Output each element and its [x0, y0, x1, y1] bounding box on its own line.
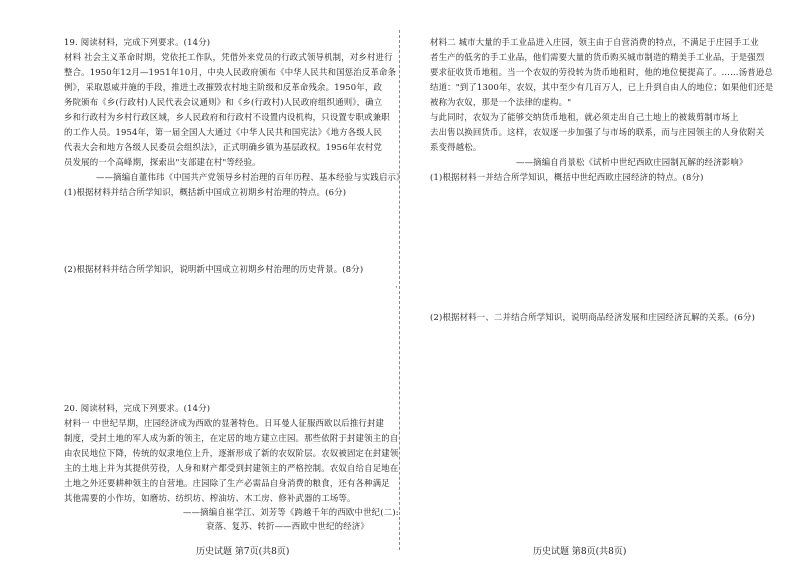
q19-material-line-2: 整合。1950年12月—1951年10月，中央人民政府颁布《中华人民共和国惩治反革命条: [64, 67, 397, 77]
material2-line-1: 材料二 城市大量的手工业品进入庄园，领主由于自营消费的特点，不满足于庄园手工业: [430, 37, 759, 47]
q19-sub1: (1)根据材料并结合所学知识，概括新中国成立初期乡村治理的特点。(6分): [64, 187, 347, 197]
q19-sub2: (2)根据材料并结合所学知识，说明新中国成立初期乡村治理的历史背景。(8分): [64, 264, 364, 274]
q20-sub1: (1)根据材料一并结合所学知识，概括中世纪西欧庄园经济的特点。(8分): [430, 172, 704, 182]
right-page: [400, 0, 800, 566]
right-page-footer: 历史试题 第8页(共8页): [533, 547, 627, 557]
q20-material-line-1: 材料一 中世纪早期，庄园经济成为西欧的显著特色。日耳曼人征服西欧以后推行封建: [64, 418, 385, 428]
q20-material-line-4: 主的土地上并为其提供劳役，人身和财产都受到封建领主的严格控制。农奴自给自足地在: [64, 463, 399, 473]
material2-line-8: 系变得越松。: [430, 142, 482, 152]
material2-line-3: 要求征收货币地租。当一个农奴的劳役转为货币地租时，他的地位便提高了。……汤普逊总: [430, 67, 773, 77]
q20-heading: 20. 阅读材料，完成下列要求。(14分): [64, 403, 211, 413]
q20-source-2: 衰落、复苏、转折——西欧中世纪的经济》: [206, 521, 369, 531]
q20-material-line-2: 制度，受封土地的军人成为新的领主，在定居的地方建立庄园。那些依附于封建领主的自: [64, 433, 399, 443]
q19-material-line-6: 的工作人员。1954年，第一届全国人大通过《中华人民共和国宪法》《地方各级人民: [64, 127, 383, 137]
q19-material-line-1: 材料 社会主义革命时期，党依托工作队，凭借外来党员的行政式领导机制，对乡村进行: [64, 52, 393, 62]
q19-material-line-5: 乡和行政村为乡村行政区域，乡人民政府和行政村不设置内设机构，只设置专职或兼职: [64, 112, 390, 122]
q19-material-line-3: 例》，采取恩威并施的手段，推进土改摧毁农村地主阶级和反革命残余。1950年，政: [64, 82, 383, 92]
q19-source: ——摘编自董伟玮《中国共产党领导乡村治理的百年历程、基本经验与实践启示》: [96, 172, 405, 182]
q19-heading: 19. 阅读材料，完成下列要求。(14分): [64, 37, 211, 47]
q20-material-line-3: 由农民地位下降，传统的奴隶地位上升，逐渐形成了新的农奴阶层。农奴被固定在封建领: [64, 448, 399, 458]
q20-material-line-6: 其他需要的小作坊，如磨坊、纺织坊、榨油坊、木工房、修补武器的工场等。: [64, 493, 356, 503]
material2-line-6: 与此同时，农奴为了能够交纳货币地租，就必须走出自己土地上的被裁剪制市场上: [430, 112, 739, 122]
material2-line-5: 被称为农奴，那是一个法律的虚构。": [430, 97, 572, 107]
q20-sub2: (2)根据材料一、二并结合所学知识，说明商品经济发展和庄园经济瓦解的关系。(6分): [430, 312, 756, 322]
left-page-footer: 历史试题 第7页(共8页): [196, 547, 290, 557]
q19-material-line-8: 员发展的一个高峰期，探索出"支部建在村"等经验。: [64, 157, 261, 167]
material2-source: ——摘编自肖景松《试析中世纪西欧庄园制瓦解的经济影响》: [516, 157, 748, 167]
q19-material-line-7: 代表大会和地方各级人民委员会组织法》，正式明确乡镇为基层政权。1956年农村党: [64, 142, 383, 152]
fold-mark: ·: [395, 283, 398, 293]
material2-line-2: 者生产的低劣的手工业品，他们需要大量的货币购买城市制造的精美手工业品，于是强烈: [430, 52, 765, 62]
q20-source-1: ——摘编自崔学江、刘芳等《跨越千年的西欧中世纪(二):: [183, 507, 399, 517]
material2-line-4: 结道："到了1300年，农奴，其中至少有几百万人，已上升到自由人的地位；如果他们还是: [430, 82, 774, 92]
q19-material-line-4: 务院颁布《乡(行政村)人民代表会议通则》和《乡(行政村)人民政府组织通则》，确立: [64, 97, 383, 107]
q20-material-line-5: 土地之外还要耕种领主的自营地。庄园除了生产必需品自身消费的粮食，还有各种满足: [64, 478, 390, 488]
material2-line-7: 去出售以换回货币。这样，农奴逐一步加强了与市场的联系，而与庄园领主的人身依附关: [430, 127, 765, 137]
